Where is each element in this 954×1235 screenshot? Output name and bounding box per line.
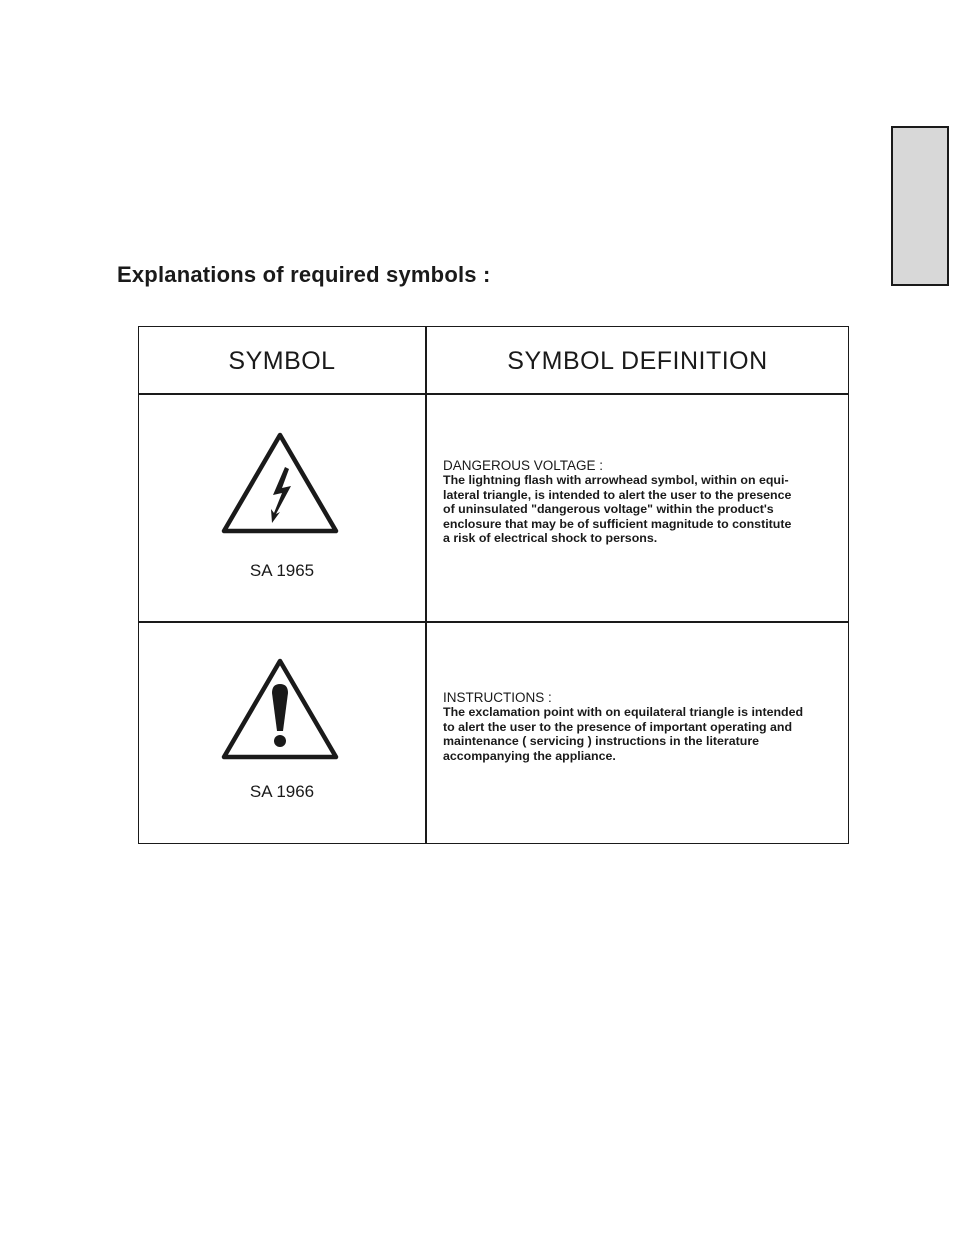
- symbol-column-header: SYMBOL: [228, 347, 336, 375]
- page-heading: Explanations of required symbols :: [117, 262, 491, 287]
- lightning-warning-triangle-icon: [219, 429, 341, 537]
- definition-text: The lightning flash with arrowhead symbol, within on equi- lateral triangle, is intended to alert the user to the presence of uninsulated "dangerous voltage" within the product's enclosure that may be of sufficient magnitude to constitute a risk of electrical shock to persons.: [443, 473, 792, 546]
- symbol-code-label: SA 1966: [249, 782, 315, 801]
- definition-title: INSTRUCTIONS :: [443, 690, 552, 705]
- definition-title: DANGEROUS VOLTAGE :: [443, 458, 604, 473]
- definition-text: The exclamation point with on equilateral triangle is intended to alert the user to the presence of important operating and maintenance ( servicing ) instructions in the literature accompanying the appliance.: [443, 705, 804, 763]
- definition-block: [443, 458, 843, 546]
- symbol-code-label: SA 1965: [249, 561, 315, 580]
- definition-column-header: SYMBOL DEFINITION: [507, 347, 768, 375]
- symbols-table: [138, 326, 849, 844]
- row-divider: [139, 621, 848, 623]
- section-side-tab: [891, 126, 949, 286]
- definition-block: [443, 690, 843, 763]
- header-row-divider: [139, 393, 848, 395]
- column-divider: [425, 327, 427, 843]
- exclamation-warning-triangle-icon: [219, 655, 341, 763]
